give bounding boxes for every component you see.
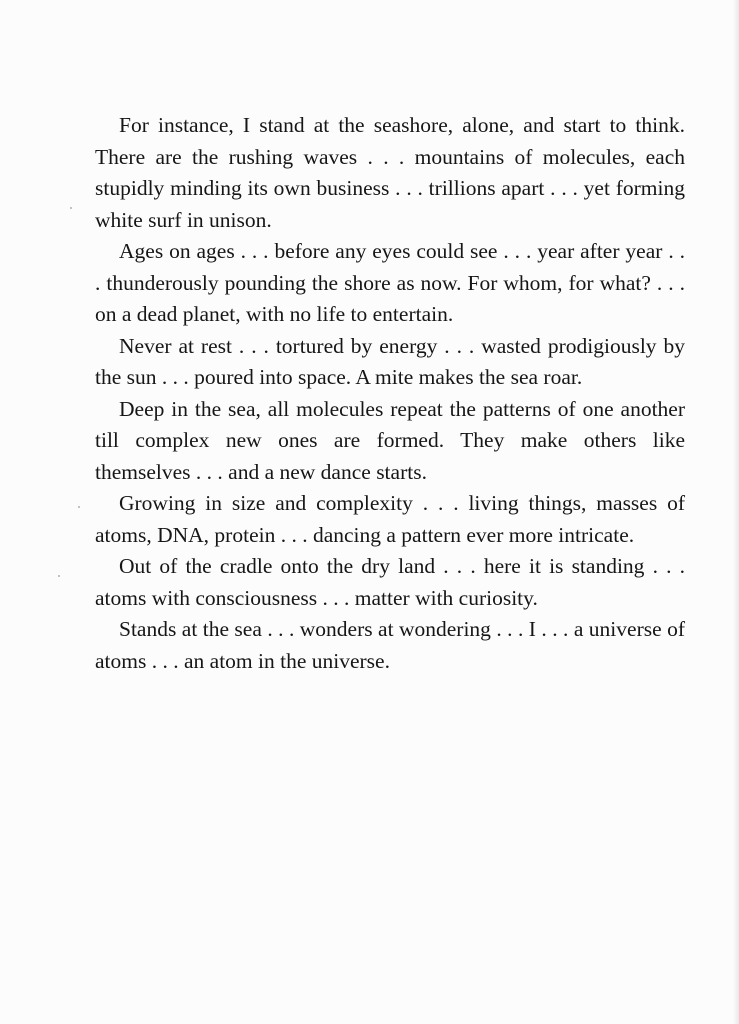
paragraph-growing: Growing in size and complexity . . . living things, masses of atoms, DNA, protein . . . dancing a pattern ever more intricate. (95, 491, 685, 547)
body-text (95, 110, 685, 677)
page-edge-shadow (733, 0, 739, 1024)
paragraph-never-at-rest: Never at rest . . . tortured by energy . . . wasted prodigiously by the sun . . . poured into space. A mite makes the sea roar. (95, 333, 685, 389)
paragraph-stands-at-sea: Stands at the sea . . . wonders at wondering . . . I . . . a universe of atoms . . . an atom in the universe. (95, 617, 685, 673)
paragraph-out-of-cradle: Out of the cradle onto the dry land . . . here it is standing . . . atoms with consciousness . . . matter with curiosity. (95, 554, 685, 610)
paragraph-ages: Ages on ages . . . before any eyes could see . . . year after year . . . thunderously pounding the shore as now. For whom, for what? . . . on a dead planet, with no life to entertain. (95, 239, 685, 326)
scan-speck (78, 506, 80, 508)
paragraph-deep-in-sea: Deep in the sea, all molecules repeat the patterns of one another till complex new ones are formed. They make others like themselves . . . and a new dance starts. (95, 396, 685, 484)
paragraph-seashore: For instance, I stand at the seashore, alone, and start to think. There are the rushing waves . . . mountains of molecules, each stupidly minding its own business . . . trillions apart . . . yet forming white surf in unison. (95, 113, 685, 232)
scan-speck (70, 207, 72, 209)
scan-speck (58, 575, 60, 577)
